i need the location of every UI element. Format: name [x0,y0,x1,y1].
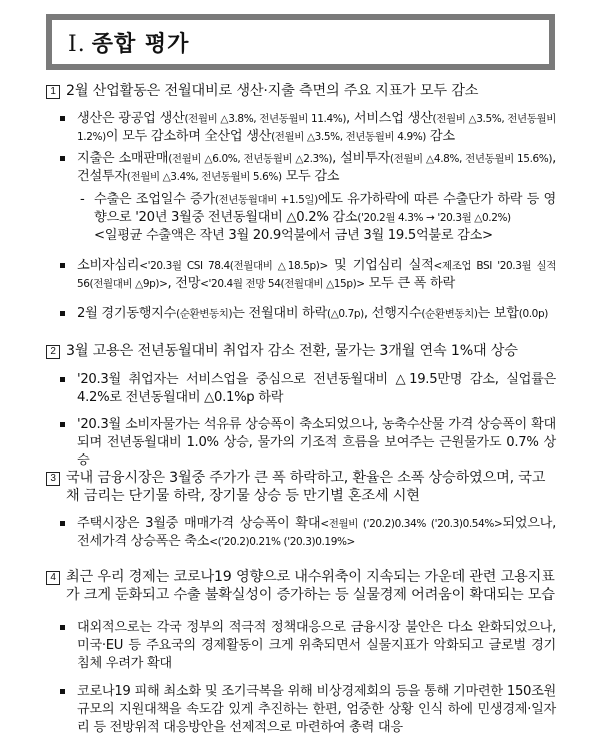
detail-run: <제조업 BSI '20.3월 실적 56(전월대비 △9p)> [77,260,557,290]
title-label: 종합 평가 [91,32,190,57]
bullet-item [62,416,556,470]
square-bullet-icon [60,116,65,121]
section-heading-text: 최근 우리 경제는 코로나19 영향으로 내수위축이 지속되는 가운데 관련 고용지표가 크게 둔화되고 수출 불확실성이 증가하는 등 실물경제 어려움이 확대되는 모습 [66,569,555,603]
section-number-box: 4 [46,571,60,585]
detail-run: (전월비 △3.5%, 전년동월비 4.9%) [271,131,426,143]
section-title-box [46,14,555,70]
text-run: 이 모두 감소하며 全산업 생산 [105,129,272,144]
bullet-item [62,515,556,551]
section-3-heading [46,469,556,505]
detail-run: (전월비 △3.5%, 전년동월비 1.2%) [77,113,556,143]
text-run: 2월 경기동행지수 [77,306,177,321]
detail-run: ('20.2월 4.3% → '20.3월 △0.2%) [357,212,511,224]
text-run: , 선행지수 [363,306,422,321]
text-run: 주택시장은 3월중 매매가격 상승폭이 확대 [77,516,321,531]
detail-run: <'20.3월 CSI 78.4(전월대비 △18.5p)> [139,260,328,272]
title-roman-numeral: Ⅰ. [68,32,86,57]
detail-run: (전년동월대비 +1.5일) [214,194,318,206]
text-run: 지출은 소매판매 [77,151,169,166]
square-bullet-icon [60,311,65,316]
section-4-heading [46,568,556,604]
detail-run: <전월비 ('20.2)0.34% ('20.3)0.54%> [320,518,503,530]
text-run: , 건설투자 [77,151,556,184]
square-bullet-icon [60,422,65,427]
dash-marker: - [80,192,85,207]
text-run: 수출은 조업일수 증가 [94,192,215,207]
text-run: '20.3월 취업자는 서비스업을 중심으로 전년동월대비 △19.5만명 감소, 실업률은 4.2%로 전년동월대비 △0.1%p 하락 [77,372,556,405]
square-bullet-icon [60,156,65,161]
text-run: 소비자심리 [77,258,140,273]
dash-note: <일평균 수출액은 작년 3월 20.9억불에서 금년 3월 19.5억불로 감소> [94,228,493,243]
square-bullet-icon [60,521,65,526]
text-run: , 서비스업 생산 [346,111,433,126]
bullet-item [62,110,556,146]
detail-run: (△0.7p) [327,308,364,320]
section-heading-text: 2월 산업활동은 전월대비로 생산·지출 측면의 주요 지표가 모두 감소 [66,83,479,99]
bullet-item [62,371,556,407]
text-run: , 전망 [167,276,201,291]
bullet-item [62,619,556,673]
square-bullet-icon [60,689,65,694]
section-heading-text: 3월 고용은 전년동월대비 취업자 감소 전환, 물가는 3개월 연속 1%대 상승 [66,343,518,359]
detail-run: (전월비 △3.4%, 전년동월비 5.6%) [126,171,282,183]
bullet-item [62,683,556,737]
detail-run: (0.0p) [518,308,548,320]
bullet-item [62,150,556,186]
text-run: 대외적으로는 각국 정부의 적극적 정책대응으로 금융시장 불안은 다소 완화되었으나, 미국·EU 등 주요국의 경제활동이 크게 위축되면서 실물지표가 악화되고 글로벌 경기침체 우려가 확대 [77,620,556,671]
text-run: 모두 큰 폭 하락 [364,276,455,291]
section-number-box: 2 [46,345,60,359]
section-1-heading [46,82,556,100]
bullet-item [62,305,556,323]
text-run: 및 기업심리 실적 [327,258,434,273]
detail-run: (순환변동치) [176,308,233,320]
text-run: 생산은 광공업 생산 [77,111,185,126]
section-number-box: 1 [46,85,60,99]
section-2-heading [46,342,556,360]
section-number-box: 3 [46,472,60,486]
text-run: '20.3월 소비자물가는 석유류 상승폭이 축소되었으나, 농축수산물 가격 상승폭이 확대되며 전년동월대비 1.0% 상승, 물가의 기조적 흐름을 보여주는 근원물가도 0.7% 상승 [77,417,556,468]
dash-sub-item [80,191,556,245]
detail-run: (전월비 △4.8%, 전년동월비 15.6%) [389,153,553,165]
text-run: 에도 유가하락에 따른 수출단가 하락 등 영향으로 '20년 3월중 전년동월대비 △0.2% 감소 [94,192,556,225]
detail-run: <('20.2)0.21% ('20.3)0.19%> [209,536,355,548]
detail-run: <'20.4월 전망 54(전월대비 △15p)> [200,278,365,290]
text-run: 코로나19 피해 최소화 및 조기극복을 위해 비상경제회의 등을 통해 기마련한 150조원 규모의 지원대책을 속도감 있게 추진하는 한편, 엄중한 상황 인식 하에 민생경제·일자리 등 전방위적 대응방안을 선제적으로 마련하여 총력 대응 [77,684,556,735]
section-heading-text: 국내 금융시장은 3월중 주가가 큰 폭 하락하고, 환율은 소폭 상승하였으며, 국고채 금리는 단기물 하락, 장기물 상승 등 만기별 혼조세 시현 [66,470,546,504]
text-run: 감소 [426,129,455,144]
detail-run: (전월비 △6.0%, 전년동월비 △2.3%) [168,153,333,165]
text-run: 되었으나, 전세가격 상승폭은 축소 [77,516,556,549]
bullet-item [62,257,556,293]
detail-run: (순환변동치) [421,308,478,320]
text-run: 는 보합 [477,306,519,321]
text-run: 는 전월대비 하락 [232,306,328,321]
page-title [68,27,189,58]
square-bullet-icon [60,263,65,268]
text-run: 모두 감소 [281,169,340,184]
square-bullet-icon [60,625,65,630]
square-bullet-icon [60,377,65,382]
detail-run: (전월비 △3.8%, 전년동월비 11.4%) [184,113,347,125]
text-run: , 설비투자 [332,151,390,166]
